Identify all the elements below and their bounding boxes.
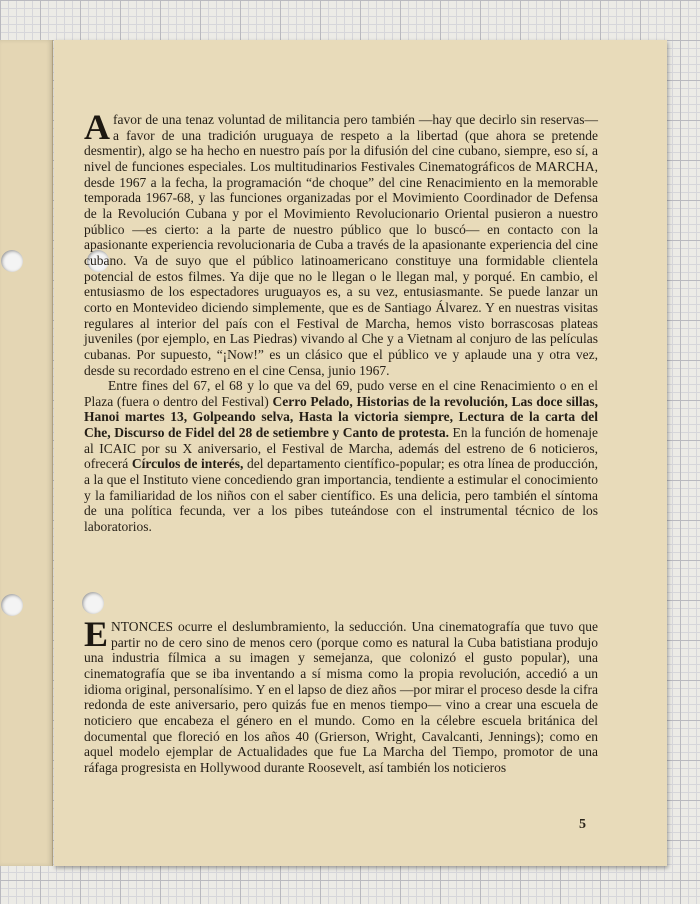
paragraph [84, 378, 598, 535]
drop-cap: E [84, 614, 109, 654]
film-title: Círculos de interés, [131, 456, 244, 472]
binder-hole [1, 250, 23, 272]
paragraph-text: del departamento científico-popular; es otra línea de producción, a la que el Instituto viene concediendo gran importancia, tendiente a estimular el conocimiento y la familiaridad de los niños con el saber científico. Es una delicia, pero también el síntoma de una política fecunda, ver a los pibes tuteándose con el instrumental técnico de los laboratorios. [84, 456, 598, 535]
binder-hole [1, 594, 23, 616]
paragraph [84, 614, 598, 776]
paragraph-text: En la función de homenaje al ICAIC por su X aniversario, el Festival de Marcha, además del estreno de 6 noticieros, ofrecerá [84, 425, 598, 472]
page-number: 5 [579, 817, 586, 832]
paragraph-text: Entre fines del 67, el 68 y lo que va del 69, pudo verse en el cine Renacimiento o en el Plaza (fuera o dentro del Festival) [84, 378, 598, 409]
previous-page-edge [0, 40, 53, 866]
film-titles: Cerro Pelado, Historias de la revolución, Las doce sillas, Hanoi martes 13, Golpeando selva, Hasta la victoria siempre, Lectura de la carta del Che, Discurso de Fidel del 28 de setiembre y Canto de protesta. [84, 393, 599, 441]
article-section-1 [84, 107, 599, 535]
paragraph-text: favor de una tenaz voluntad de militancia pero también —hay que decirlo sin reservas— a favor de una tradición uruguaya de respeto a la libertad (que ahora se pretende desmentir), algo se ha hecho en nuestro país por la difusión del cine cubano, siempre, eso sí, a nivel de funciones especiales. Los multitudinarios Festivales Cinematográficos de MARCHA, desde 1967 a la fecha, la programación “de choque” del cine Renacimiento en la memorable temporada 1967-68, y las funciones organizadas por el Movimiento Coordinador de Defensa de la Revolución Cubana y por el Movimiento Revolucionario Oriental pusieron a nuestro público —es cierto: a la parte de nuestro público que lo buscó— en contacto con la apasionante experiencia revolucionaria de Cuba a través de la apasionante experiencia del cine cubano. Va de suyo que el público latinoamericano constituye una formidable clientela potencial de estos filmes. Ya dije que no le llegan o le llegan mal, y porqué. En cambio, el entusiasmo de los espectadores uruguayos es, a su vez, entusiasmante. Se puede lanzar un corto en Montevideo diciendo simplemente, que es de Santiago Álvarez. Y en nuestras visitas regulares al interior del país con el Festival de Marcha, hemos visto borrascosas plateas juveniles (por ejemplo, en Las Piedras) vivando al Che y a Vietnam al conjuro de las películas cubanas. Por supuesto, “¡Now!” es un clásico que el público ve y aplaude una y otra vez, desde su recordado estreno en el cine Censa, junio 1967. [84, 112, 598, 378]
binder-hole [82, 592, 104, 614]
paragraph [84, 107, 598, 378]
paragraph-text: NTONCES ocurre el deslumbramiento, la seducción. Una cinematografía que tuvo que partir no de cero sino de menos cero (porque como es natural la Cuba batistiana produjo una industria fílmica a su imagen y semejanza, que colonizó el gusto popular), una cinematografía que se iba inventando a sí misma como la propia revolución, accedió a un idioma original, personalísimo. Y en el lapso de diez años —por mirar el proceso desde la cifra redonda de este aniversario, pero quizás fue en menos tiempo— vino a crear una escuela de noticiero que encabeza el género en el mundo. Como en la célebre escuela británica del documental que floreció en los años 40 (Grierson, Wright, Cavalcanti, Jennings); como en aquel modelo ejemplar de Actualidades que fue La Marcha del Tiempo, promotor de una ráfaga progresista en Hollywood durante Roosevelt, así también los noticieros [84, 619, 598, 775]
article-section-2 [84, 614, 598, 776]
drop-cap: A [84, 107, 110, 147]
